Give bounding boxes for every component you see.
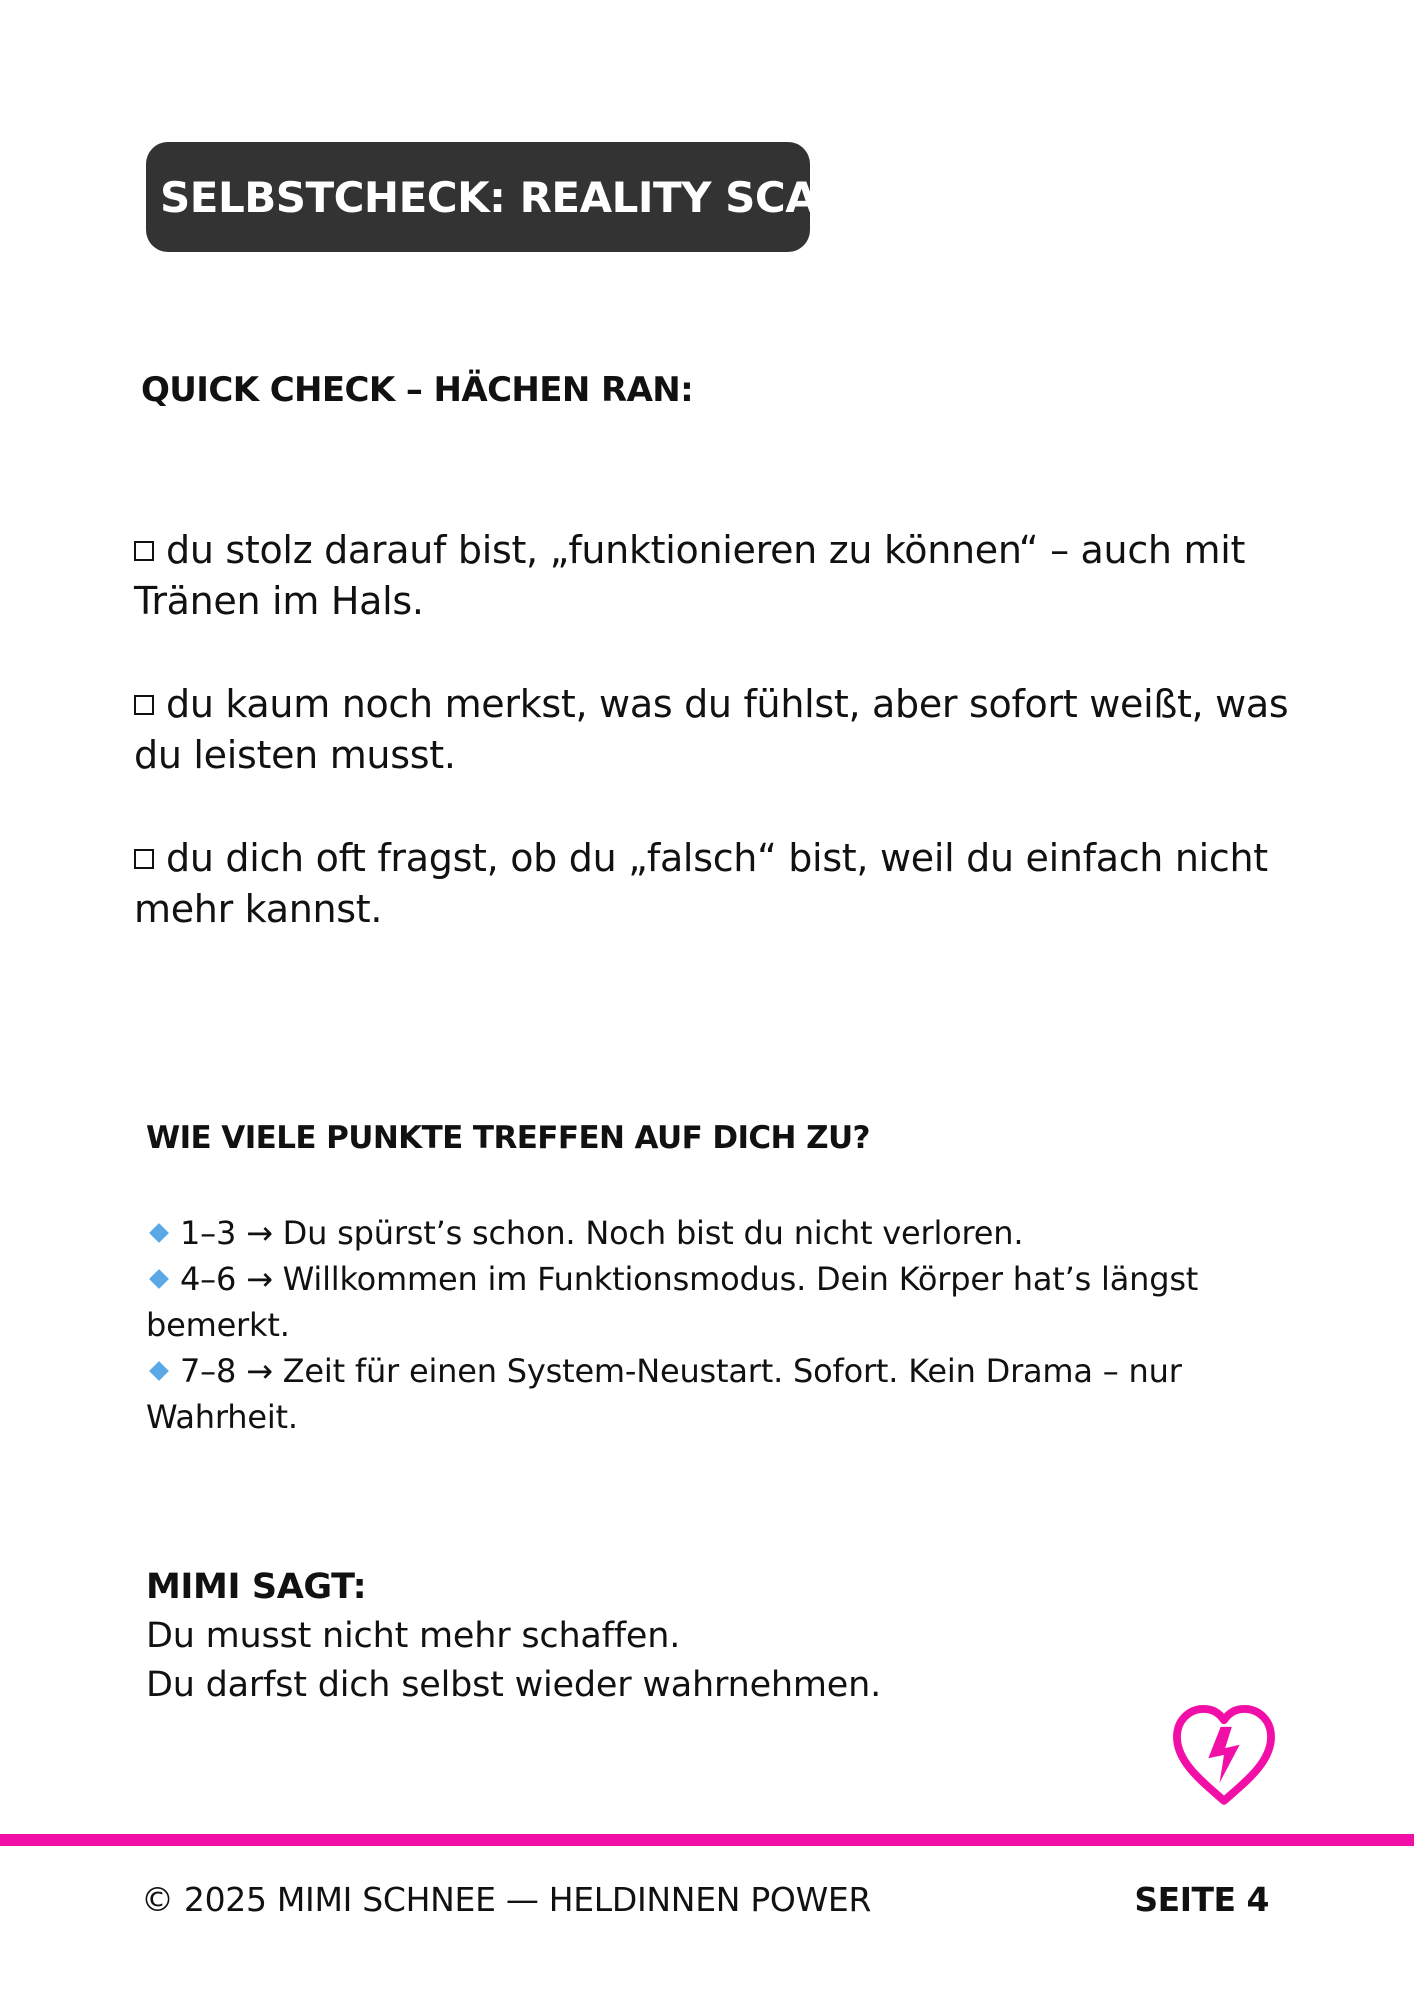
points-heading: WIE VIELE PUNKTE TREFFEN AUF DICH ZU? [146, 1120, 870, 1156]
score-item [146, 1210, 1276, 1256]
score-item [146, 1348, 1276, 1440]
diamond-icon [149, 1269, 169, 1289]
mimi-says-heading: MIMI SAGT: [146, 1567, 367, 1607]
mimi-says-block [146, 1562, 1246, 1710]
mimi-says-line: Du musst nicht mehr schaffen. [146, 1616, 681, 1656]
checklist-item [134, 833, 1314, 935]
quick-check-heading: QUICK CHECK – HÄCHEN RAN: [141, 370, 694, 410]
diamond-icon [149, 1361, 169, 1381]
mimi-says-line: Du darfst dich selbst wieder wahrnehmen. [146, 1665, 882, 1705]
checklist-item [134, 525, 1314, 627]
heart-lightning-icon [1168, 1700, 1280, 1812]
footer-copyright: © 2025 MIMI SCHNEE — HELDINNEN POWER [141, 1880, 872, 1919]
page-title: SELBSTCHECK: REALITY SCAN [160, 172, 852, 222]
page-number: SEITE 4 [1134, 1880, 1269, 1919]
checkbox-icon[interactable] [134, 849, 154, 869]
score-list [146, 1210, 1276, 1440]
diamond-icon [149, 1223, 169, 1243]
checklist-item-text: du stolz darauf bist, „funktionieren zu können“ – auch mit Tränen im Hals. [134, 528, 1246, 623]
checkbox-icon[interactable] [134, 541, 154, 561]
score-item-text: 1–3 → Du spürst’s schon. Noch bist du nicht verloren. [180, 1214, 1024, 1252]
title-badge [146, 142, 852, 252]
score-item [146, 1256, 1276, 1348]
checklist-item-text: du dich oft fragst, ob du „falsch“ bist, weil du einfach nicht mehr kannst. [134, 836, 1268, 931]
score-item-text: 4–6 → Willkommen im Funktionsmodus. Dein Körper hat’s längst bemerkt. [146, 1260, 1199, 1344]
checklist [134, 525, 1314, 987]
footer-accent-bar [0, 1834, 1414, 1846]
score-item-text: 7–8 → Zeit für einen System-Neustart. Sofort. Kein Drama – nur Wahrheit. [146, 1352, 1182, 1436]
checklist-item [134, 679, 1314, 781]
checklist-item-text: du kaum noch merkst, was du fühlst, aber sofort weißt, was du leisten musst. [134, 682, 1289, 777]
checkbox-icon[interactable] [134, 695, 154, 715]
